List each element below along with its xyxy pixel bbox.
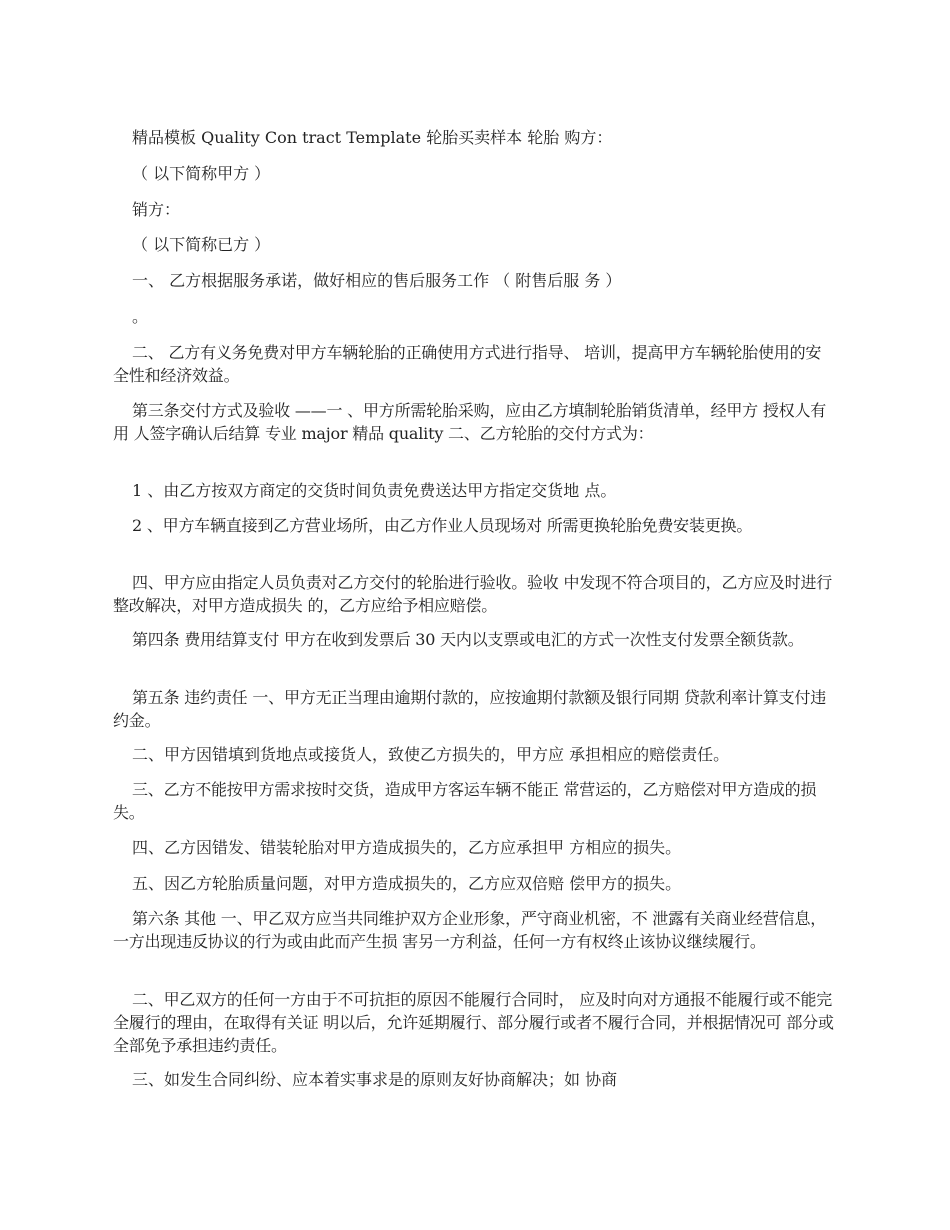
paragraph: 第四条 费用结算支付 甲方在收到发票后 30 天内以支票或电汇的方式一次性支付发票全额货款。 — [132, 630, 804, 649]
paragraph: 精品模板 Quality Con tract Template 轮胎买卖样本 轮胎 购方： — [132, 128, 613, 147]
paragraph: （ 以下简称已方 ） — [132, 235, 271, 254]
paragraph: 三、如发生合同纠纷、应本着实事求是的原则友好协商解决；如 协商 — [132, 1070, 618, 1089]
paragraph: 销方： — [132, 200, 181, 219]
paragraph: 三、乙方不能按甲方需求按时交货，造成甲方客运车辆不能正 常营运的，乙方赔偿对甲方造成的损失。 — [113, 780, 817, 822]
paragraph: 。 — [132, 307, 149, 326]
paragraph: （ 以下简称甲方 ） — [132, 164, 271, 183]
paragraph: 四、乙方因错发、错装轮胎对甲方造成损失的，乙方应承担甲 方相应的损失。 — [132, 838, 682, 857]
paragraph: 一、 乙方根据服务承诺，做好相应的售后服务工作 （ 附售后服 务 ） — [132, 271, 622, 290]
paragraph: 五、因乙方轮胎质量问题，对甲方造成损失的，乙方应双倍赔 偿甲方的损失。 — [132, 874, 682, 893]
paragraph: 2 、甲方车辆直接到乙方营业场所，由乙方作业人员现场对 所需更换轮胎免费安装更换。 — [132, 516, 753, 535]
paragraph: 第三条交付方式及验收 ——一 、甲方所需轮胎采购，应由乙方填制轮胎销货清单，经甲方 授权人有用 人签字确认后结算 专业 major 精品 quality 二、乙方轮胎的交付方式为： — [113, 401, 827, 443]
paragraph: 二、甲方因错填到货地点或接货人，致使乙方损失的，甲方应 承担相应的赔偿责任。 — [132, 745, 730, 764]
paragraph: 1 、由乙方按双方商定的交货时间负责免费送达甲方指定交货地 点。 — [132, 481, 617, 500]
paragraph: 二、甲乙双方的任何一方由于不可抗拒的原因不能履行合同时， 应及时向对方通报不能履行或不能完全履行的理由，在取得有关证 明以后，允许延期履行、部分履行或者不履行合同，并根据情况可 部分或全部免予承担违约责任。 — [113, 990, 834, 1055]
paragraph: 四、甲方应由指定人员负责对乙方交付的轮胎进行验收。验收 中发现不符合项目的，乙方应及时进行整改解决，对甲方造成损失 的，乙方应给予相应赔偿。 — [113, 573, 833, 615]
paragraph: 二、 乙方有义务免费对甲方车辆轮胎的正确使用方式进行指导、 培训，提高甲方车辆轮胎使用的安全性和经济效益。 — [113, 343, 822, 385]
paragraph: 第五条 违约责任 一、甲方无正当理由逾期付款的，应按逾期付款额及银行同期 贷款利率计算支付违约金。 — [113, 688, 827, 730]
paragraph: 第六条 其他 一、甲乙双方应当共同维护双方企业形象，严守商业机密，不 泄露有关商业经营信息，一方出现违反协议的行为或由此而产生损 害另一方利益，任何一方有权终止该协议继续履行。 — [113, 909, 827, 951]
